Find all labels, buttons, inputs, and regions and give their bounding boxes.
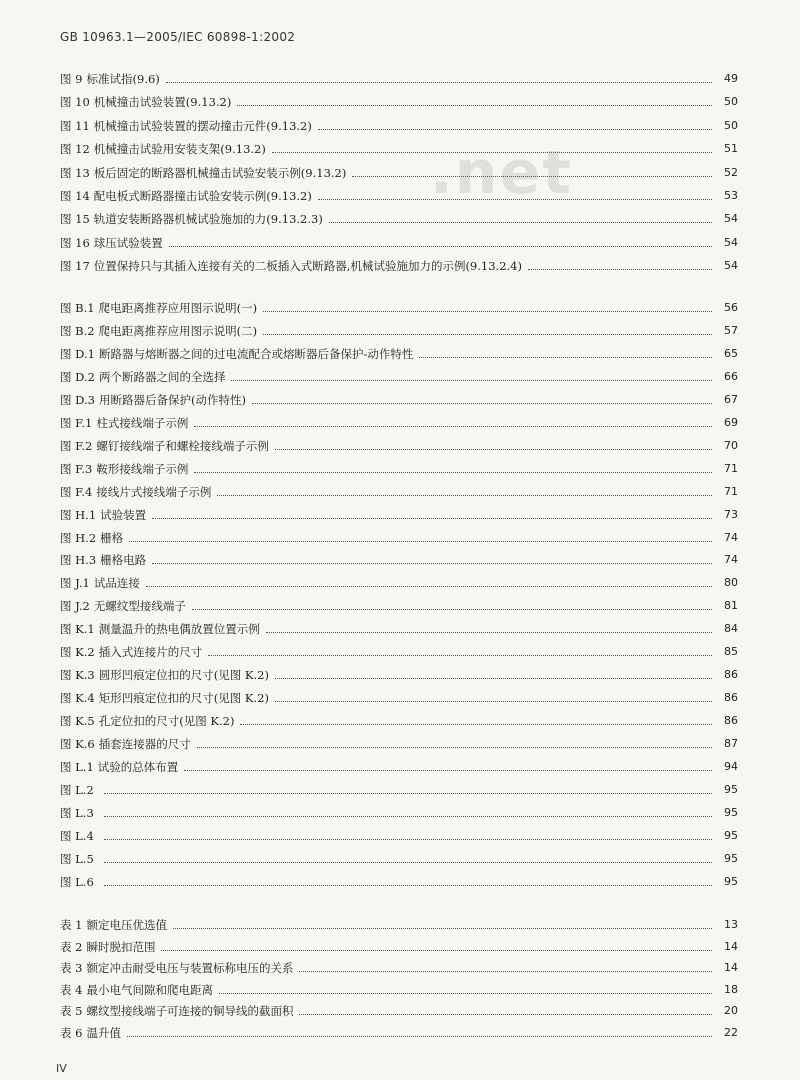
toc-entry-page: 57: [724, 323, 738, 337]
toc-entry[interactable]: [60, 387, 738, 407]
toc-entry-page: 52: [724, 165, 738, 179]
toc-entry[interactable]: [60, 502, 738, 522]
toc-entry-label: 图 16: [60, 235, 90, 250]
toc-entry-page: 73: [724, 507, 738, 521]
toc-entry-page: 54: [724, 212, 738, 226]
toc-entry-page: 69: [724, 415, 738, 429]
toc-entry-label: 图 13: [60, 165, 90, 180]
dot-leader: [173, 927, 712, 929]
toc-entry[interactable]: [60, 1020, 738, 1040]
toc-entry-page: 13: [724, 918, 738, 931]
toc-entry-page: 53: [724, 189, 738, 202]
dot-leader: [166, 81, 712, 83]
toc-entry-page: 54: [724, 235, 738, 249]
toc-entry[interactable]: [60, 754, 738, 774]
toc-entry[interactable]: [60, 777, 738, 797]
toc-entry-title: 断路器与熔断器之间的过电流配合或熔断器后备保护-动作特性: [98, 346, 414, 361]
toc-entry[interactable]: [60, 998, 738, 1018]
toc-entry-title: 鞍形接线端子示例: [96, 461, 189, 476]
toc-entry-title: 瞬时脱扣范围: [86, 939, 156, 954]
toc-entry-label: 图 F.3: [60, 461, 93, 476]
dot-leader: [275, 448, 712, 450]
dot-leader: [104, 861, 712, 863]
toc-entry[interactable]: [60, 318, 738, 338]
toc-entry[interactable]: [60, 364, 738, 384]
dot-leader: [419, 356, 712, 358]
toc-entry-page: 22: [724, 1025, 738, 1039]
toc-entry-title: 两个断路器之间的全选择: [98, 369, 226, 384]
toc-entry-label: 表 2: [60, 939, 83, 954]
toc-entry-label: 图 L.1: [60, 760, 94, 774]
toc-entry-label: 图 B.2: [60, 323, 95, 338]
toc-entry-label: 图 J.1: [60, 576, 90, 591]
dot-leader: [104, 792, 712, 794]
toc-entry[interactable]: [60, 934, 738, 954]
toc-entry[interactable]: [60, 89, 738, 109]
toc-entry-title: 矩形凹痕定位扣的尺寸(见图 K.2): [98, 691, 269, 706]
toc-entry[interactable]: [60, 253, 738, 273]
toc-entry-page: 49: [724, 72, 738, 85]
toc-entry-title: 轨道安装断路器机械试验施加的力(9.13.2.3): [93, 212, 323, 227]
dot-leader: [194, 425, 712, 427]
toc-entry[interactable]: [60, 433, 738, 453]
toc-entry-title: 孔定位扣的尺寸(见图 K.2): [98, 714, 235, 729]
toc-entry[interactable]: [60, 295, 738, 315]
toc-entry-label: 表 3: [60, 961, 83, 975]
toc-entry-label: 图 J.2: [60, 599, 90, 614]
toc-entry-label: 图 10: [60, 95, 90, 110]
dot-leader: [352, 175, 712, 177]
toc-entry-title: 用断路器后备保护(动作特性): [98, 392, 246, 407]
dot-leader: [104, 815, 712, 817]
toc-entry-title: 柱式接线端子示例: [96, 415, 189, 430]
toc-entry-page: 14: [724, 939, 738, 953]
dot-leader: [318, 128, 712, 130]
toc-entry-label: 表 5: [60, 1004, 83, 1018]
toc-entry[interactable]: [60, 525, 738, 545]
dot-leader: [266, 631, 712, 633]
watermark: .net: [430, 138, 573, 208]
toc-entry-title: 接线片式接线端子示例: [96, 484, 212, 499]
toc-entry-label: 图 11: [60, 118, 90, 133]
toc-entry-label: 图 17: [60, 259, 90, 274]
toc-entry[interactable]: [60, 731, 738, 751]
toc-entry[interactable]: [60, 800, 738, 820]
dot-leader: [129, 540, 712, 542]
toc-entry-label: 图 14: [60, 189, 90, 203]
toc-entry-label: 图 H.3: [60, 553, 97, 568]
dot-leader: [528, 268, 712, 270]
toc-entry-title: 球压试验装置: [93, 235, 163, 250]
dot-leader: [104, 884, 712, 886]
toc-entry-label: 图 L.5: [60, 851, 94, 866]
toc-entry-title: 试验装置: [100, 507, 147, 522]
dot-leader: [275, 700, 712, 702]
toc-entry-page: 70: [724, 438, 738, 452]
toc-entry[interactable]: [60, 479, 738, 499]
toc-entry[interactable]: [60, 410, 738, 430]
toc-entry[interactable]: [60, 206, 738, 226]
toc-entry-page: 20: [724, 1004, 738, 1017]
toc-entry-page: 95: [724, 782, 738, 796]
dot-leader: [299, 1013, 712, 1015]
toc-entry[interactable]: [60, 456, 738, 476]
toc-entry[interactable]: [60, 662, 738, 682]
toc-entry-title: 试品连接: [93, 576, 140, 591]
page-number-footer: IV: [56, 1062, 67, 1075]
dot-leader: [231, 379, 712, 381]
toc-entry-page: 95: [724, 805, 738, 819]
toc-entry-page: 71: [724, 461, 738, 475]
toc-entry-label: 图 D.1: [60, 346, 95, 361]
toc-entry-page: 86: [724, 668, 738, 682]
toc-entry-page: 86: [724, 691, 738, 705]
toc-entry-page: 74: [724, 553, 738, 567]
toc-entry[interactable]: [60, 869, 738, 889]
toc-entry-title: 机械撞击试验用安装支架(9.13.2): [93, 142, 266, 157]
toc-entry[interactable]: [60, 593, 738, 613]
toc-entry[interactable]: [60, 570, 738, 590]
dot-leader: [152, 562, 712, 564]
dot-leader: [127, 1035, 712, 1037]
dot-leader: [208, 654, 712, 656]
dot-leader: [152, 517, 712, 519]
toc-entry[interactable]: [60, 955, 738, 975]
toc-entry-label: 图 K.5: [60, 714, 95, 729]
toc-entry-page: 18: [724, 982, 738, 996]
toc-entry-title: 无螺纹型接线端子: [93, 599, 186, 614]
dot-leader: [184, 769, 712, 771]
toc-entry[interactable]: [60, 977, 738, 997]
toc-entry-page: 95: [724, 851, 738, 865]
toc-entry-page: 87: [724, 737, 738, 751]
toc-entry[interactable]: [60, 183, 738, 203]
toc-entry[interactable]: [60, 616, 738, 636]
toc-entry-title: 机械撞击试验装置的摆动撞击元件(9.13.2): [93, 118, 312, 133]
toc-entry-page: 71: [724, 484, 738, 498]
toc-entry-label: 图 L.6: [60, 874, 94, 889]
toc-entry-label: 表 6: [60, 1025, 83, 1040]
toc-entry-label: 图 9: [60, 72, 83, 86]
dot-leader: [217, 494, 712, 496]
toc-entry-title: 温升值: [86, 1025, 121, 1040]
dot-leader: [194, 471, 712, 473]
toc-entry-title: 螺纹型接线端子可连接的铜导线的截面积: [86, 1004, 294, 1018]
toc-entry-label: 图 12: [60, 142, 90, 157]
dot-leader: [272, 151, 712, 153]
toc-entry-label: 图 L.3: [60, 805, 94, 820]
toc-entry[interactable]: [60, 823, 738, 843]
toc-entry-page: 80: [724, 576, 738, 590]
toc-entry-label: 图 H.1: [60, 507, 97, 522]
toc-entry-label: 图 F.2: [60, 438, 93, 453]
toc-entry-page: 81: [724, 599, 738, 613]
toc-entry-page: 94: [724, 760, 738, 773]
toc-entry-page: 56: [724, 301, 738, 314]
dot-leader: [146, 585, 712, 587]
toc-entry-title: 螺钉接线端子和螺栓接线端子示例: [96, 438, 269, 453]
toc-entry[interactable]: [60, 547, 738, 567]
toc-entry[interactable]: [60, 341, 738, 361]
toc-entry[interactable]: [60, 639, 738, 659]
toc-entry-label: 图 D.3: [60, 392, 95, 407]
toc-entry-title: 机械撞击试验装置(9.13.2): [93, 95, 232, 110]
dot-leader: [161, 949, 712, 951]
toc-entry-title: 圆形凹痕定位扣的尺寸(见图 K.2): [98, 668, 269, 683]
toc-entry-page: 86: [724, 714, 738, 728]
toc-entry-title: 板后固定的断路器机械撞击试验安装示例(9.13.2): [93, 165, 347, 180]
toc-entry-page: 85: [724, 645, 738, 659]
dot-leader: [240, 723, 712, 725]
toc-entry-page: 51: [724, 142, 738, 156]
dot-leader: [197, 746, 712, 748]
toc-entry-label: 表 1: [60, 918, 83, 932]
dot-leader: [318, 198, 712, 200]
toc-entry-title: 栅格电路: [100, 553, 147, 568]
toc-entry-page: 65: [724, 346, 738, 360]
toc-entry-page: 50: [724, 118, 738, 132]
toc-entry-label: 图 B.1: [60, 301, 95, 315]
toc-entry[interactable]: [60, 912, 738, 932]
toc-entry-page: 66: [724, 369, 738, 383]
toc-entry[interactable]: [60, 846, 738, 866]
toc-entry-label: 图 K.6: [60, 737, 95, 752]
toc-entry-label: 图 H.2: [60, 530, 97, 545]
toc-entry-page: 14: [724, 961, 738, 974]
toc-entry-title: 配电板式断路器撞击试验安装示例(9.13.2): [93, 189, 312, 203]
toc-entry-title: 栅格: [100, 530, 124, 545]
dot-leader: [299, 970, 712, 972]
document-header: GB 10963.1—2005/IEC 60898-1:2002: [60, 30, 296, 44]
toc-entry-page: 95: [724, 828, 738, 842]
toc-entry-label: 图 F.4: [60, 484, 93, 499]
toc-entry-label: 图 D.2: [60, 369, 95, 384]
toc-entry[interactable]: [60, 66, 738, 86]
toc-entry-title: 插套连接器的尺寸: [98, 737, 191, 752]
dot-leader: [263, 310, 712, 312]
dot-leader: [263, 333, 712, 335]
toc-entry-title: 爬电距离推荐应用图示说明(一): [98, 301, 258, 315]
toc-entry-title: 插入式连接片的尺寸: [98, 645, 203, 660]
dot-leader: [252, 402, 712, 404]
dot-leader: [169, 245, 712, 247]
dot-leader: [104, 838, 712, 840]
toc-entry[interactable]: [60, 230, 738, 250]
toc-entry-label: 图 K.4: [60, 691, 95, 706]
dot-leader: [275, 677, 712, 679]
toc-entry-title: 额定电压优选值: [86, 918, 167, 932]
toc-entry[interactable]: [60, 136, 738, 156]
dot-leader: [237, 104, 712, 106]
toc-entry-label: 图 F.1: [60, 415, 93, 430]
toc-entry[interactable]: [60, 113, 738, 133]
toc-entry-title: 额定冲击耐受电压与装置标称电压的关系: [86, 961, 294, 975]
toc-entry-title: 标准试指(9.6): [86, 72, 160, 86]
toc-entry-label: 图 K.2: [60, 645, 95, 660]
toc-entry-page: 84: [724, 622, 738, 636]
toc-entry-title: 试验的总体布置: [97, 760, 179, 774]
toc-entry-label: 图 L.2: [60, 782, 94, 797]
dot-leader: [329, 221, 712, 223]
toc-entry-label: 图 K.1: [60, 622, 95, 637]
dot-leader: [219, 992, 712, 994]
toc-entry-title: 爬电距离推荐应用图示说明(二): [98, 323, 258, 338]
toc-entry-label: 图 K.3: [60, 668, 95, 683]
toc-entry-title: 位置保持只与其插入连接有关的二板插入式断路器,机械试验施加力的示例(9.13.2.4): [93, 259, 522, 274]
toc-entry-page: 74: [724, 530, 738, 544]
toc-entry-title: 测量温升的热电偶放置位置示例: [98, 622, 260, 637]
toc-entry-label: 表 4: [60, 982, 83, 997]
toc-entry[interactable]: [60, 685, 738, 705]
toc-entry-label: 图 L.4: [60, 828, 94, 843]
toc-entry-label: 图 15: [60, 212, 90, 227]
toc-entry-page: 54: [724, 259, 738, 273]
toc-entry[interactable]: [60, 160, 738, 180]
toc-entry[interactable]: [60, 708, 738, 728]
toc-entry-title: 最小电气间隙和爬电距离: [86, 982, 213, 997]
toc-entry-page: 50: [724, 95, 738, 109]
toc-entry-page: 95: [724, 874, 738, 888]
dot-leader: [192, 608, 712, 610]
toc-entry-page: 67: [724, 392, 738, 406]
